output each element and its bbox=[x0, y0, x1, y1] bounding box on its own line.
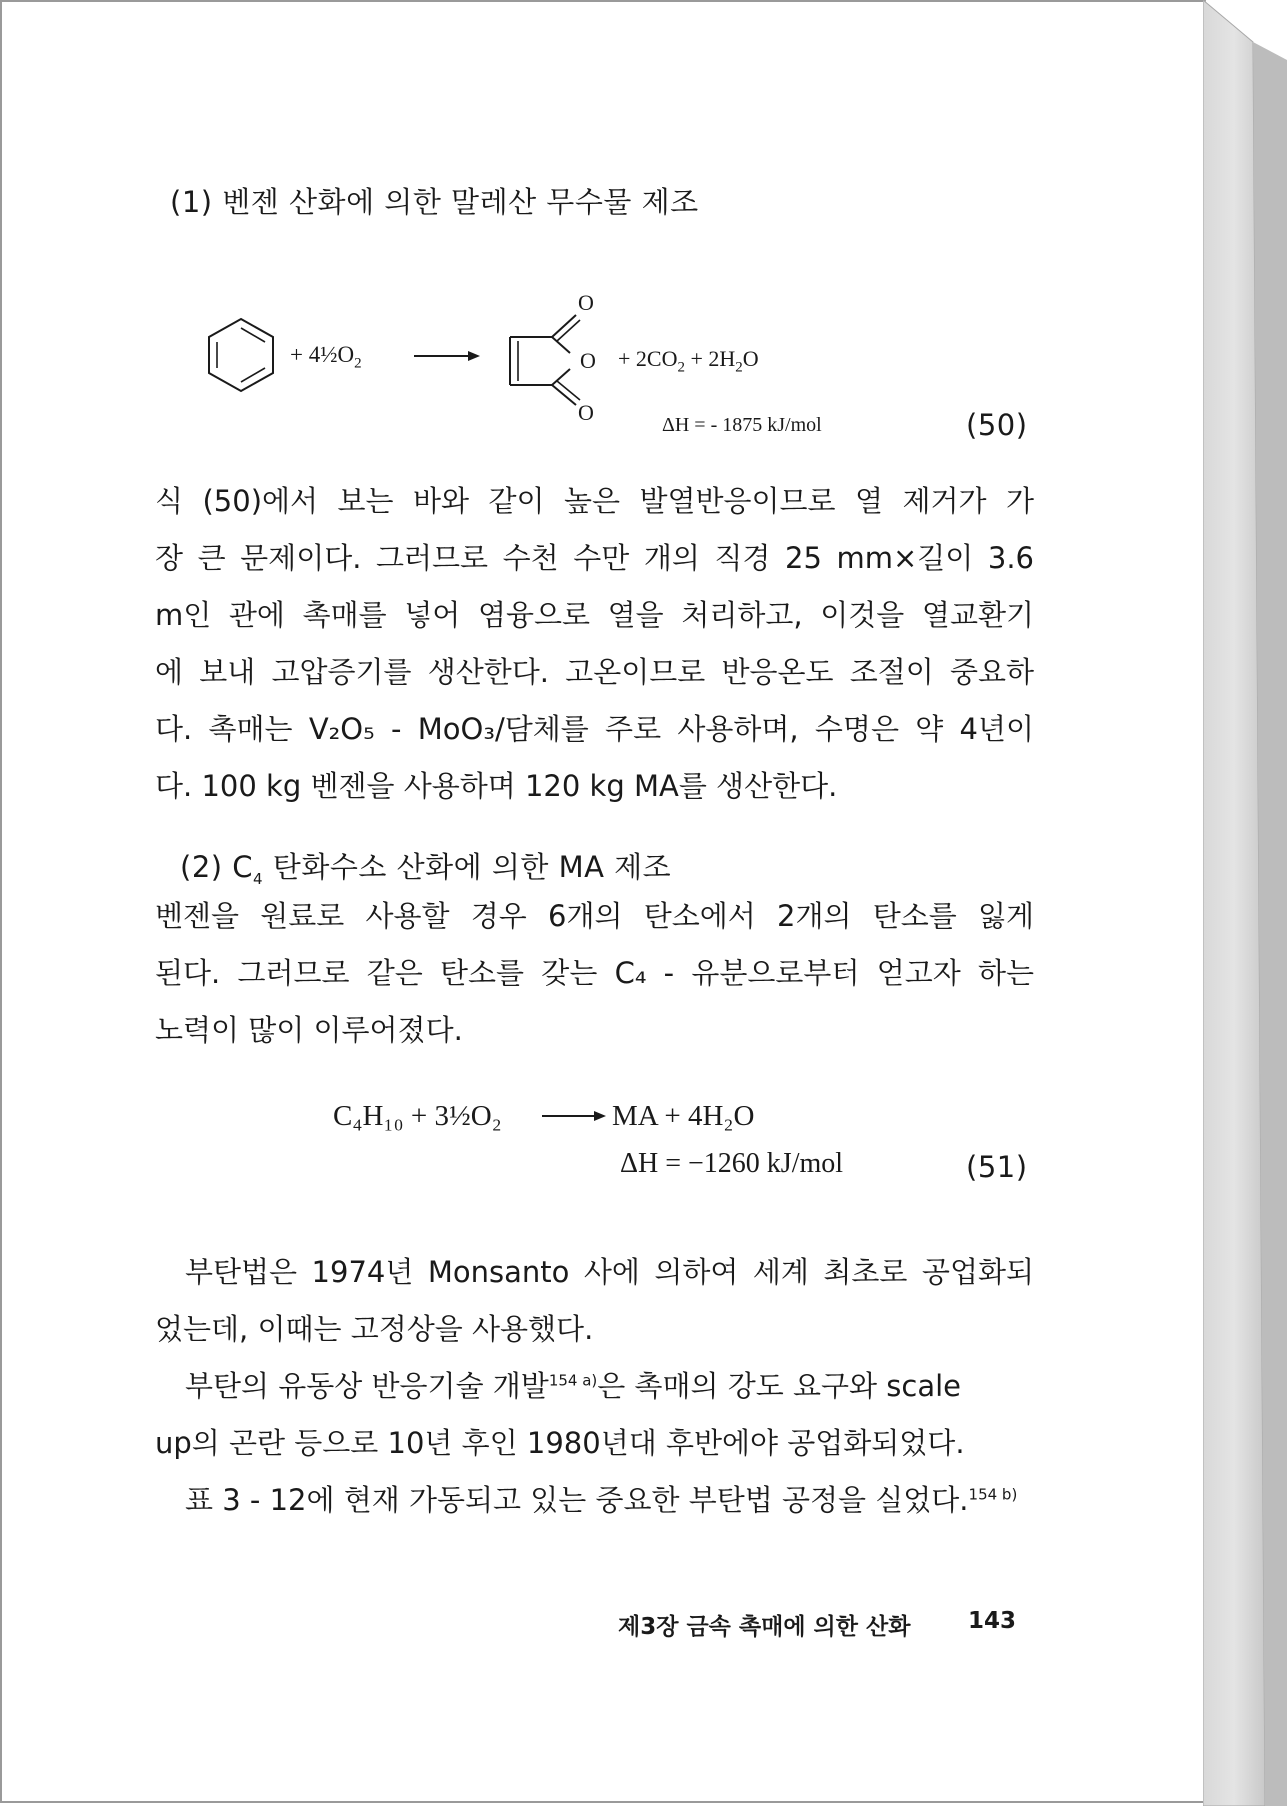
paragraph-2-line: 된다. 그러므로 같은 탄소를 갖는 C₄ - 유분으로부터 얻고자 하는 bbox=[155, 956, 1034, 990]
anhydride-ring-oxygen: O bbox=[580, 348, 596, 373]
section-heading-1: (1) 벤젠 산화에 의한 말레산 무수물 제조 bbox=[170, 185, 699, 219]
oxygen-coefficient: + $4\frac{1}{2}O_2$ bbox=[290, 342, 362, 372]
paragraph-1 bbox=[155, 473, 1034, 815]
equation-50-products: + $2CO_2 + 2H_2O$ bbox=[618, 346, 759, 376]
paragraph-3-line: 부탄법은 1974년 Monsanto 사에 의하여 세계 최초로 공업화되 bbox=[185, 1255, 1034, 1289]
book-spine bbox=[1203, 0, 1287, 1806]
paragraph-3 bbox=[155, 1244, 1034, 1529]
equation-51-reactants: C₄H₁₀ + 3½O₂ bbox=[333, 1100, 502, 1132]
paragraph-1-line: 장 큰 문제이다. 그러므로 수천 수만 개의 직경 25 mm×길이 3.6 bbox=[155, 541, 1034, 575]
equation-50-enthalpy: ΔH = - 1875 kJ/mol bbox=[662, 414, 822, 436]
paragraph-1-line: 다. 100 kg 벤젠을 사용하며 120 kg MA를 생산한다. bbox=[155, 769, 838, 803]
paragraph-2-line: 벤젠을 원료로 사용할 경우 6개의 탄소에서 2개의 탄소를 잃게 bbox=[155, 899, 1034, 933]
reaction-arrow-50 bbox=[412, 347, 482, 365]
paragraph-3-line: 었는데, 이때는 고정상을 사용했다. bbox=[155, 1312, 594, 1346]
benzene-structure bbox=[205, 315, 277, 395]
equation-50-number: (50) bbox=[966, 408, 1028, 442]
paragraph-1-line: 식 (50)에서 보는 바와 같이 높은 발열반응이므로 열 제거가 가 bbox=[155, 484, 1034, 518]
page-number: 143 bbox=[968, 1608, 1017, 1634]
paragraph-3-line: 부탄의 유동상 반응기술 개발$^{154 a)}$은 촉매의 강도 요구와 scale bbox=[185, 1369, 962, 1403]
paragraph-3-line: 표 3 - 12에 현재 가동되고 있는 중요한 부탄법 공정을 실었다.$^{154 b)}$ bbox=[185, 1483, 1018, 1517]
reaction-arrow-51 bbox=[540, 1107, 608, 1125]
section-heading-2: (2) $C_4$ 탄화수소 산화에 의한 MA 제조 bbox=[180, 850, 672, 888]
paragraph-1-line: m인 관에 촉매를 넣어 염융으로 열을 처리하고, 이것을 열교환기 bbox=[155, 598, 1034, 632]
anhydride-carbonyl-oxygen-top: O bbox=[578, 290, 594, 315]
paragraph-2-line: 노력이 많이 이루어졌다. bbox=[155, 1013, 463, 1047]
equation-51-enthalpy: ΔH = −1260 kJ/mol bbox=[620, 1148, 844, 1179]
anhydride-carbonyl-oxygen-bottom: O bbox=[578, 400, 594, 425]
reference-154b: 154 b) bbox=[968, 1485, 1018, 1504]
equation-51-products: MA + 4H₂O bbox=[612, 1100, 755, 1132]
reference-154a: 154 a) bbox=[548, 1371, 598, 1390]
paragraph-3-line: up의 곤란 등으로 10년 후인 1980년대 후반에야 공업화되었다. bbox=[155, 1426, 965, 1460]
paragraph-1-line: 다. 촉매는 V₂O₅ - MoO₃/담체를 주로 사용하며, 수명은 약 4년이 bbox=[155, 712, 1034, 746]
running-title: 제3장 금속 촉매에 의한 산화 bbox=[618, 1614, 911, 1640]
equation-51-number: (51) bbox=[966, 1150, 1028, 1184]
paragraph-1-line: 에 보내 고압증기를 생산한다. 고온이므로 반응온도 조절이 중요하 bbox=[155, 655, 1034, 689]
paragraph-2 bbox=[155, 888, 1034, 1059]
